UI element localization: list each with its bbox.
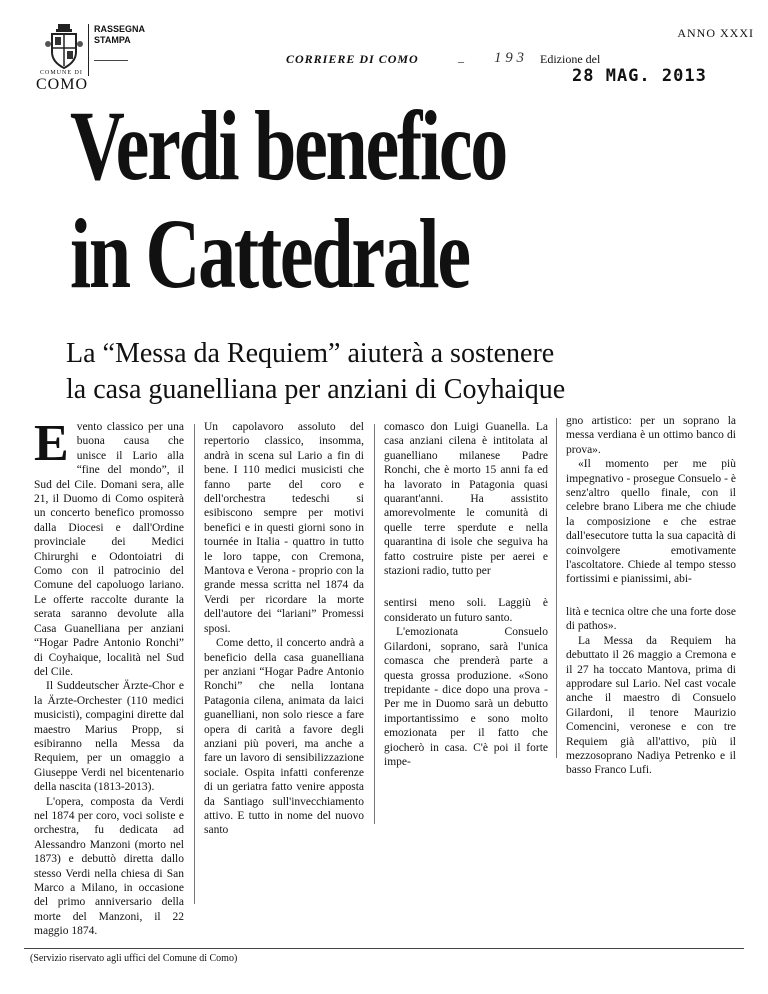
paragraph: lità e tecnica oltre che una forte dose di pathos». (566, 605, 736, 633)
comune-coat-of-arms-icon (44, 22, 84, 70)
subtitle-line-2: la casa guanelliana per anziani di Coyhaique (66, 374, 566, 405)
paragraph (34, 415, 184, 679)
footer-rule (24, 948, 744, 949)
article-column-1 (34, 415, 184, 939)
header-divider (88, 24, 89, 76)
headline-line-1: Verdi benefico (70, 90, 507, 201)
drop-cap: E (34, 415, 69, 472)
article-column-2 (204, 420, 364, 838)
column-divider (556, 418, 557, 758)
agency-line-1: RASSEGNA (94, 24, 146, 34)
headline (70, 92, 541, 308)
subtitle (66, 336, 726, 408)
agency-line-2: STAMPA (94, 35, 131, 45)
agency-underline (94, 60, 128, 61)
newspaper-name: CORRIERE DI COMO (286, 52, 419, 66)
anno-label: ANNO XXXI (677, 26, 754, 40)
paragraph: L'emozionata Consuelo Gilardoni, soprano, sarà l'unica comasca che prenderà parte a questa grossa produzione. «Sono trepidante - dice dopo una prova - Per me in Duomo sarà un debutto importantissimo e sono molto emozionata per il fatto che giocherò in casa. C'è poi il forte impe- (384, 626, 548, 768)
headline-line-2: in Cattedrale (70, 198, 469, 309)
paragraph: gno artistico: per un soprano la messa verdiana è un ottimo banco di prova». (566, 415, 736, 456)
paragraph: La Messa da Requiem ha debuttato il 26 maggio a Cremona e il 27 ha toccato Mantova, prima di approdare sul Lario. Nel cast vocale anche il maestro di Consuelo Gilardoni, il tenore Maurizio Comencini, veronese e con tre Requiem già all'attivo, più il mezzosoprano Nadiya Petrenko e il basso Franco Lufi. (566, 634, 736, 777)
paragraph: L'opera, composta da Verdi nel 1874 per coro, voci soliste e orchestra, fu dedicata ad Alessandro Manzoni (morto nel 1873) e debuttò diretta dallo stesso Verdi nella chiesa di San Marco a Milano, in occasione del primo anniversario della morte del Manzoni, il 22 maggio 1874. (34, 795, 184, 938)
article-column-4 (566, 414, 736, 778)
footer-note: (Servizio riservato agli uffici del Comune di Como) (30, 953, 238, 964)
agency-label (94, 24, 145, 46)
edition-number: 1 9 3 (494, 50, 524, 66)
paragraph: Il Suddeutscher Ärzte-Chor e la Ärzte-Orchester (110 medici musicisti), compagini dirette dal maestro Marius Propp, si esibiranno nella Messa da Requiem, per un omaggio a Giuseppe Verdi nel bicentenario della nascita (1813-2013). (34, 680, 184, 794)
paragraph: sentirsi meno soli. Laggiù è considerato un futuro santo. (384, 597, 548, 624)
article-column-3 (384, 420, 548, 769)
date-stamp: 28 MAG. 2013 (572, 66, 707, 86)
column-divider (374, 424, 375, 824)
paragraph-text: vento classico per una buona causa che unisce il Lario alla “fine del mondo”, il Sud del Cile. Domani sera, alle 21, il Duomo di Como ospiterà un concerto benefico promosso dalla Diocesi e dall'Ordine provinciale dei Medici Chirurghi e Odontoiatri di Como con il patrocinio del Comune del capoluogo lariano. Le offerte raccolte durante la serata saranno devolute alla Casa Guanelliana per anziani “Hogar Padre Antonio Ronchi” di Coyhaique, località nel Sud del Cile. (34, 421, 184, 678)
comune-city: COMO (36, 76, 89, 93)
paragraph: comasco don Luigi Guanella. La casa anziani cilena è intitolata al guanelliano milanese Padre Ronchi, che è morto 15 anni fa ed ha lavorato in Patagonia quasi quarant'anni. Ha assistito amorevolmente le comunità di quelle terre sperdute e nella quarantina di isole che seguiva ha fatto costruire piste per aerei e stazioni radio, tutto per (384, 421, 548, 578)
column-divider (194, 424, 195, 904)
paragraph: Come detto, il concerto andrà a beneficio della casa guanelliana per anziani “Hogar Padre Antonio Ronchi” che nella lontana Patagonia cilena, animata da laici guanelliani, non solo riesce a fare opera di carità a favore degli anziani più poveri, ma anche a fare un lavoro di sensibilizzazione sociale. Ospita infatti conferenze di un geriatra fatto venire apposta da Santiago sull'invecchiamento attivo. E tutto in nome del nuovo santo (204, 637, 364, 837)
comune-label: COMUNE DI (40, 70, 83, 76)
subtitle-line-1: La “Messa da Requiem” aiuterà a sostenere (66, 338, 555, 369)
header-dash: – (458, 54, 464, 68)
paragraph: Un capolavoro assoluto del repertorio classico, insomma, andrà in scena sul Lario a fin di bene. I 110 medici musicisti che fanno parte del coro e dell'orchestra tedeschi si esibiscono sempre per motivi benefici e in questi giorni sono in tournée in Italia - quattro in tutto le loro tappe, con Cremona, Mantova e Verona - proprio con la grande messa scritta nel 1874 da Verdi per ricordare la morte dell'autore dei “lariani” Promessi sposi. (204, 421, 364, 635)
edizione-label: Edizione del (540, 52, 601, 66)
paragraph: «Il momento per me più impegnativo - prosegue Consuelo - è senz'altro quello finale, con il celebre brano Libera me che chiude la composizione e che estrae dall'esecutore tutta la sua capacità di coinvolgere emotivamente l'ascoltatore. Chiede al tempo stesso fortissimi e pianissimi, abi- (566, 458, 736, 586)
